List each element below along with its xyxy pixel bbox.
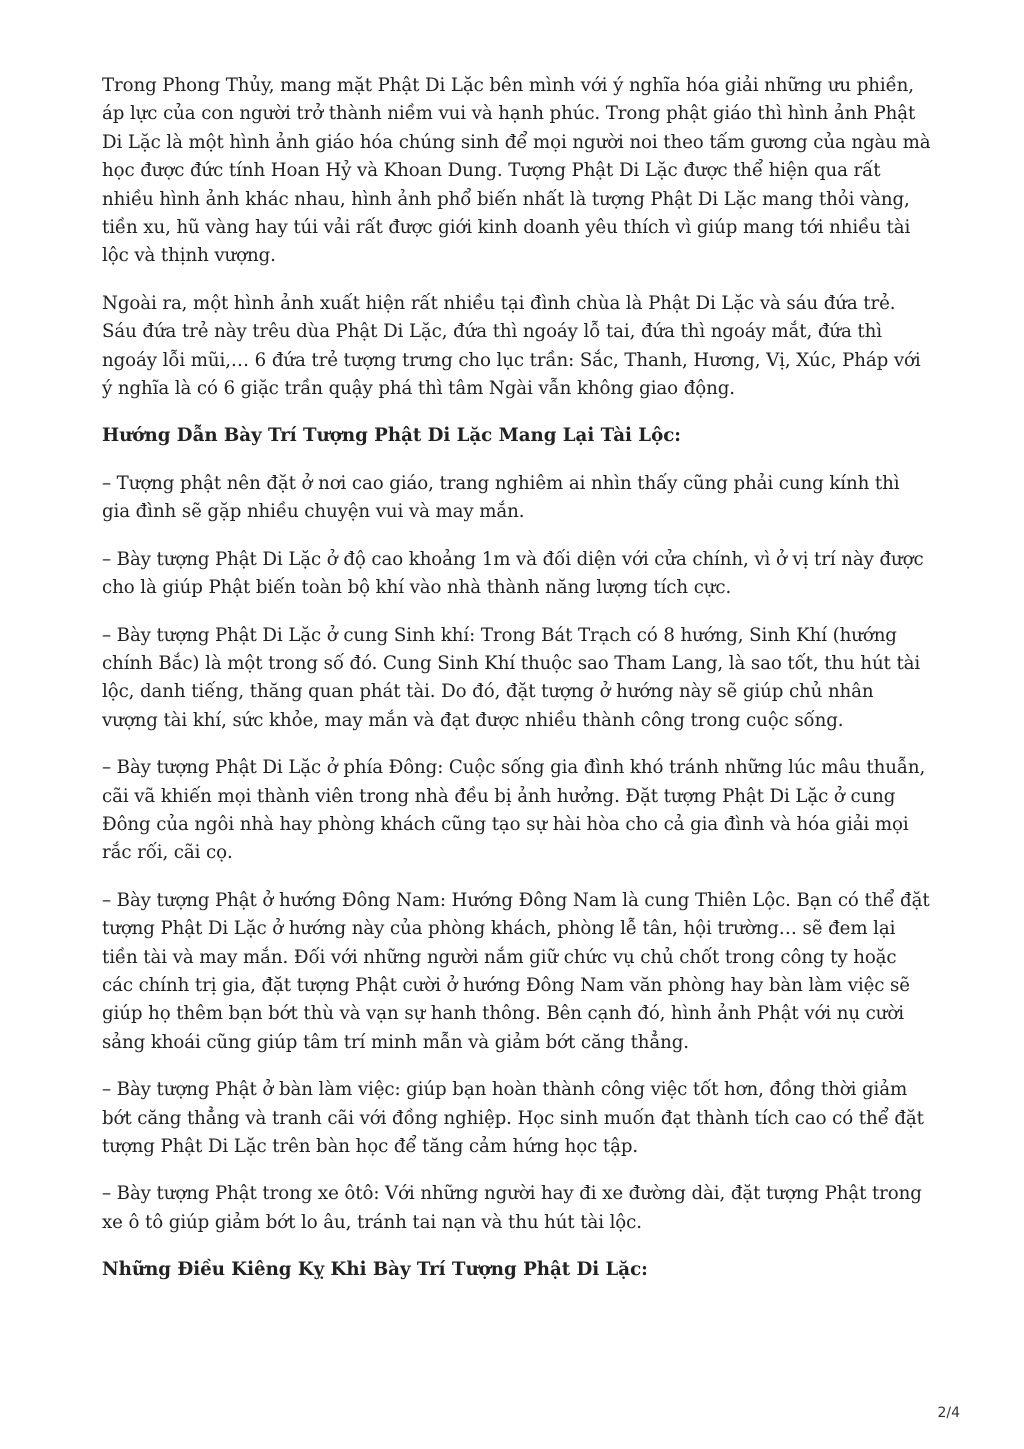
intro-paragraph: Trong Phong Thủy, mang mặt Phật Di Lặc bên mình với ý nghĩa hóa giải những ưu phiền, áp lực của con người trở thành niềm vui và hạnh phúc. Trong phật giáo thì hình ảnh Phật Di Lặc là một hình ảnh giáo hóa chúng sinh để mọi người noi theo tấm gương của ngàu mà học được đức tính Hoan Hỷ và Khoan Dung. Tượng Phật Di Lặc được thể hiện qua rất nhiều hình ảnh khác nhau, hình ảnh phổ biến nhất là tượng Phật Di Lặc mang thỏi vàng, tiền xu, hũ vàng hay túi vải rất được giới kinh doanh yêu thích vì giúp mang tới nhiều tài lộc và thịnh vượng. bbox=[102, 75, 931, 267]
page-number: 2/4 bbox=[937, 1405, 960, 1421]
document-page bbox=[102, 72, 932, 1304]
placement-item-east: – Bày tượng Phật Di Lặc ở phía Đông: Cuộc sống gia đình khó tránh những lúc mâu thuẫn, cãi vã khiến mọi thành viên trong nhà đều bị ảnh hưởng. Đặt tượng Phật Di Lặc ở cung Đông của ngôi nhà hay phòng khách cũng tạo sự hài hòa cho cả gia đình và hóa giải mọi rắc rối, cãi cọ. bbox=[102, 757, 926, 864]
placement-item-facing-door: – Bày tượng Phật Di Lặc ở độ cao khoảng 1m và đối diện với cửa chính, vì ở vị trí này được cho là giúp Phật biến toàn bộ khí vào nhà thành năng lượng tích cực. bbox=[102, 548, 924, 599]
placement-item-desk: – Bày tượng Phật ở bàn làm việc: giúp bạn hoàn thành công việc tốt hơn, đồng thời giảm bớt căng thẳng và tranh cãi với đồng nghiệp. Học sinh muốn đạt thành tích cao có thể đặt tượng Phật Di Lặc trên bàn học để tăng cảm hứng học tập. bbox=[102, 1079, 924, 1157]
placement-item-car: – Bày tượng Phật trong xe ôtô: Với những người hay đi xe đường dài, đặt tượng Phật trong xe ô tô giúp giảm bớt lo âu, tránh tai nạn và thu hút tài lộc. bbox=[102, 1183, 922, 1233]
section-heading-taboos: Những Điều Kiêng Kỵ Khi Bày Trí Tượng Phật Di Lặc: bbox=[102, 1259, 648, 1281]
placement-item-high-place: – Tượng phật nên đặt ở nơi cao giáo, trang nghiêm ai nhìn thấy cũng phải cung kính thì gia đình sẽ gặp nhiều chuyện vui và may mắn. bbox=[102, 472, 900, 523]
section-heading-placement: Hướng Dẫn Bày Trí Tượng Phật Di Lặc Mang Lại Tài Lộc: bbox=[102, 425, 681, 447]
six-children-paragraph: Ngoài ra, một hình ảnh xuất hiện rất nhiều tại đình chùa là Phật Di Lặc và sáu đứa trẻ. Sáu đứa trẻ này trêu dùa Phật Di Lặc, đứa thì ngoáy lỗ tai, đứa thì ngoáy mắt, đứa thì ngoáy lỗi mũi,… 6 đứa trẻ tượng trưng cho lục trần: Sắc, Thanh, Hương, Vị, Xúc, Pháp với ý nghĩa là có 6 giặc trần quậy phá thì tâm Ngài vẫn không giao động. bbox=[102, 292, 921, 400]
placement-item-southeast: – Bày tượng Phật ở hướng Đông Nam: Hướng Đông Nam là cung Thiên Lộc. Bạn có thể đặt tượng Phật Di Lặc ở hướng này của phòng khách, phòng lễ tân, hội trường… sẽ đem lại tiền tài và may mắn. Đối với những người nắm giữ chức vụ chủ chốt trong công ty hoặc các chính trị gia, đặt tượng Phật cười ở hướng Đông Nam văn phòng hay bàn làm việc sẽ giúp họ thêm bạn bớt thù và vạn sự hanh thông. Bên cạnh đó, hình ảnh Phật với nụ cười sảng khoái cũng giúp tâm trí minh mẫn và giảm bớt căng thẳng. bbox=[102, 889, 930, 1053]
placement-item-sinh-khi: – Bày tượng Phật Di Lặc ở cung Sinh khí: Trong Bát Trạch có 8 hướng, Sinh Khí (hướng chính Bắc) là một trong số đó. Cung Sinh Khí thuộc sao Tham Lang, là sao tốt, thu hút tài lộc, danh tiếng, thăng quan phát tài. Do đó, đặt tượng ở hướng này sẽ giúp chủ nhân vượng tài khí, sức khỏe, may mắn và đạt được nhiều thành công trong cuộc sống. bbox=[102, 624, 921, 731]
